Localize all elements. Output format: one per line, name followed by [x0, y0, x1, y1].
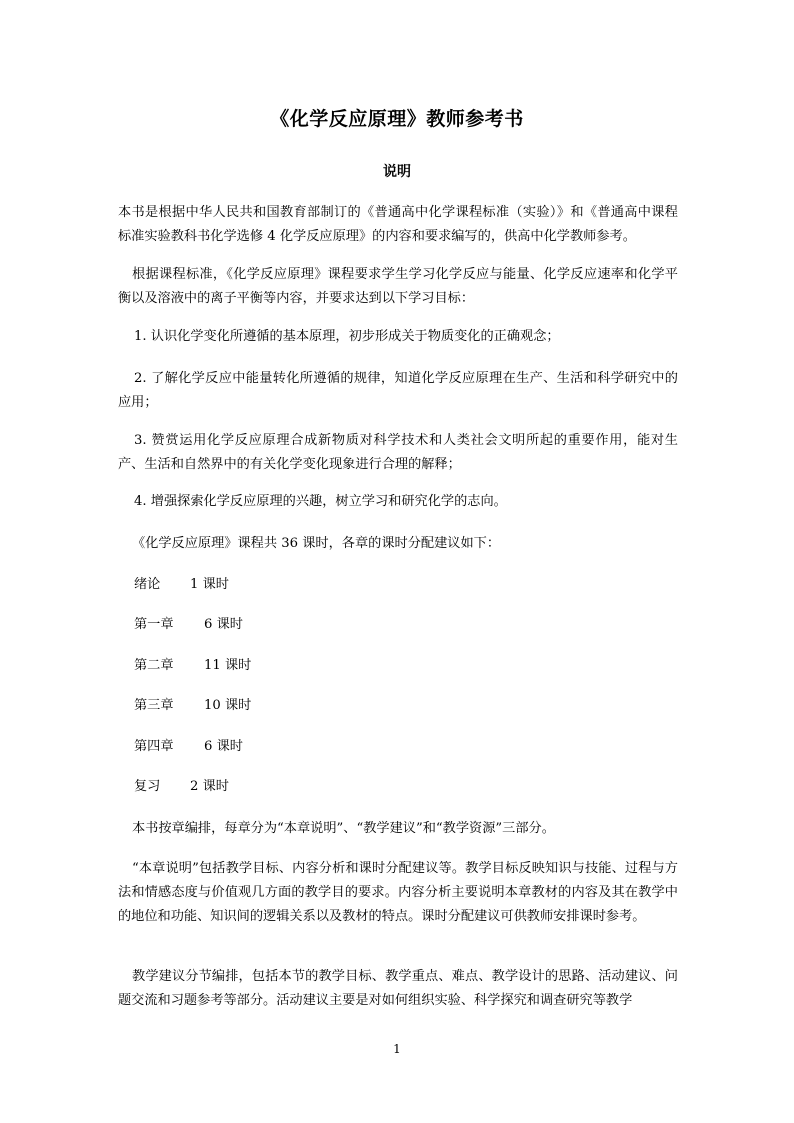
- teaching-suggestions-paragraph: 教学建议分节编排，包括本节的教学目标、教学重点、难点、教学设计的思路、活动建议、问题交流和习题参考等部分。活动建议主要是对如何组织实验、科学探究和调查研究等教学: [118, 969, 678, 1008]
- schedule-hours: 6 课时: [204, 739, 243, 754]
- schedule-row: [134, 654, 252, 678]
- schedule-hours: 6 课时: [204, 617, 243, 632]
- goal-item-4: 4. 增强探索化学反应原理的兴趣，树立学习和研究化学的志向。: [134, 494, 507, 509]
- goal-item-2: 2. 了解化学反应中能量转化所遵循的规律，知道化学反应原理在生产、生活和科学研究中的应用；: [118, 371, 678, 410]
- schedule-chapter: 第四章: [134, 739, 174, 754]
- goal-item-3: 3. 赞赏运用化学反应原理合成新物质对科学技术和人类社会文明所起的重要作用，能对生产、生活和自然界中的有关化学变化现象进行合理的解释；: [118, 433, 678, 472]
- schedule-row: [134, 613, 243, 637]
- schedule-hours: 1 课时: [190, 577, 229, 592]
- goal-item-1: 1. 认识化学变化所遵循的基本原理，初步形成关于物质变化的正确观念；: [134, 329, 560, 344]
- structure-paragraph: 本书按章编排，每章分为“本章说明”、“教学建议”和“教学资源”三部分。: [132, 821, 555, 836]
- goals-intro-paragraph: 根据课程标准，《化学反应原理》课程要求学生学习化学反应与能量、化学反应速率和化学平衡以及溶液中的离子平衡等内容，并要求达到以下学习目标：: [118, 267, 678, 306]
- section-heading: 说明: [383, 164, 411, 180]
- page-number: 1: [393, 1042, 401, 1056]
- schedule-chapter: 第一章: [134, 617, 174, 632]
- schedule-row: [134, 694, 252, 718]
- chapter-description-paragraph: “本章说明”包括教学目标、内容分析和课时分配建议等。教学目标反映知识与技能、过程与方法和情感态度与价值观几方面的教学目的要求。内容分析主要说明本章教材的内容及其在教学中的地位和功能、知识间的逻辑关系以及教材的特点。课时分配建议可供教师安排课时参考。: [118, 861, 678, 924]
- schedule-hours: 2 课时: [190, 779, 229, 794]
- schedule-row: [134, 735, 243, 759]
- schedule-row: [134, 573, 229, 597]
- schedule-chapter: 绪论: [134, 577, 161, 592]
- schedule-chapter: 第二章: [134, 658, 174, 673]
- schedule-chapter: 第三章: [134, 698, 174, 713]
- schedule-intro-paragraph: 《化学反应原理》课程共 36 课时，各章的课时分配建议如下：: [132, 536, 501, 551]
- intro-paragraph: 本书是根据中华人民共和国教育部制订的《普通高中化学课程标准（实验）》和《普通高中课程标准实验教科书化学选修 4 化学反应原理》的内容和要求编写的，供高中化学教师参考。: [118, 205, 678, 244]
- schedule-chapter: 复习: [134, 779, 161, 794]
- schedule-row: [134, 775, 229, 799]
- document-title: 《化学反应原理》教师参考书: [270, 108, 524, 130]
- schedule-hours: 11 课时: [204, 658, 252, 673]
- schedule-hours: 10 课时: [204, 698, 252, 713]
